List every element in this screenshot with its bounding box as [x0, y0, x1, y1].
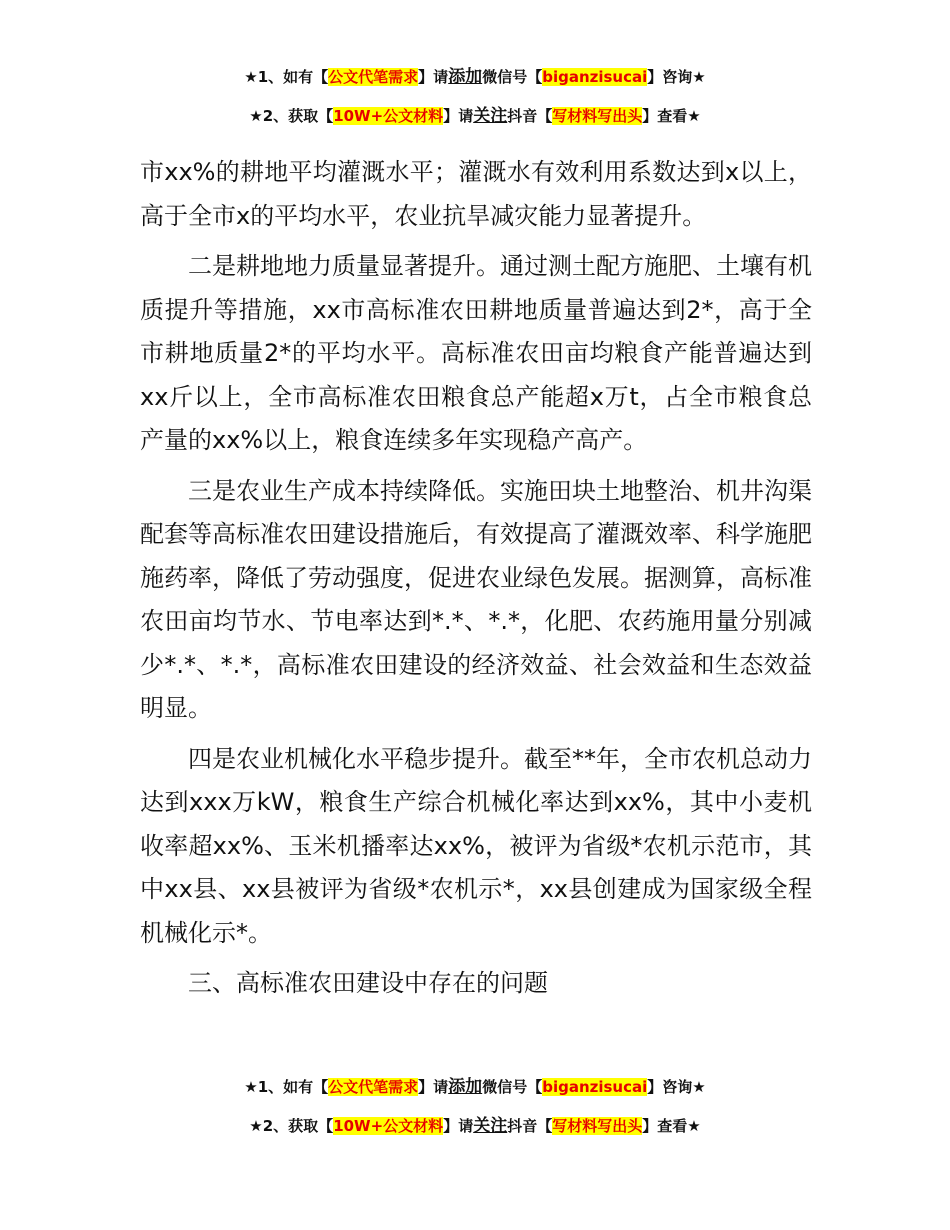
header-banner-line-1: [0, 66, 950, 88]
banner-highlight: 写材料写出头: [552, 1117, 643, 1135]
banner-text: 微信号【: [482, 1078, 543, 1096]
banner-text: 】查看★: [642, 1117, 701, 1135]
banner-highlight: 公文代笔需求: [328, 1078, 419, 1096]
banner-highlight: biganzisucai: [542, 1078, 648, 1096]
banner-underline: 关注: [473, 106, 508, 126]
banner-text: 】请: [443, 1117, 474, 1135]
section-heading-problems: 三、高标准农田建设中存在的问题: [188, 969, 548, 997]
banner-text: 抖音【: [507, 1117, 553, 1135]
banner-underline: 添加: [448, 67, 483, 87]
banner-text: 抖音【: [507, 107, 553, 125]
banner-highlight: biganzisucai: [542, 68, 648, 86]
banner-highlight: 10W+公文材料: [333, 107, 444, 125]
banner-text: 】请: [418, 1078, 449, 1096]
banner-underline: 关注: [473, 1116, 508, 1136]
banner-highlight: 公文代笔需求: [328, 68, 419, 86]
footer-banner-line-1: [0, 1076, 950, 1098]
paragraph-continuation: 市xx%的耕地平均灌溉水平；灌溉水有效利用系数达到x以上，高于全市x的平均水平，农业抗旱减灾能力显著提升。: [140, 158, 812, 230]
banner-text: ★1、如有【: [244, 68, 329, 86]
banner-text: 】查看★: [642, 107, 701, 125]
banner-underline: 添加: [448, 1077, 483, 1097]
banner-text: ★2、获取【: [249, 1117, 334, 1135]
banner-text: ★1、如有【: [244, 1078, 329, 1096]
document-body: [140, 151, 812, 1006]
banner-highlight: 10W+公文材料: [333, 1117, 444, 1135]
header-banner-line-2: [0, 105, 950, 127]
footer-banner-line-2: [0, 1115, 950, 1137]
banner-text: 】咨询★: [647, 1078, 706, 1096]
banner-text: 微信号【: [482, 68, 543, 86]
banner-text: 】请: [443, 107, 474, 125]
paragraph-production-cost: 三是农业生产成本持续降低。实施田块土地整治、机井沟渠配套等高标准农田建设措施后，有效提高了灌溉效率、科学施肥施药率，降低了劳动强度，促进农业绿色发展。据测算，高标准农田亩均节水、节电率达到*.*、*.*，化肥、农药施用量分别减少*.*、*.*，高标准农田建设的经济效益、社会效益和生态效益明显。: [140, 476, 812, 722]
banner-text: 】请: [418, 68, 449, 86]
banner-highlight: 写材料写出头: [552, 107, 643, 125]
paragraph-soil-quality: 二是耕地地力质量显著提升。通过测土配方施肥、土壤有机质提升等措施，xx市高标准农田耕地质量普遍达到2*，高于全市耕地质量2*的平均水平。高标准农田亩均粮食产能普遍达到xx斤以上，全市高标准农田粮食总产能超x万t，占全市粮食总产量的xx%以上，粮食连续多年实现稳产高产。: [140, 252, 812, 454]
banner-text: 】咨询★: [647, 68, 706, 86]
banner-text: ★2、获取【: [249, 107, 334, 125]
paragraph-mechanization: 四是农业机械化水平稳步提升。截至**年，全市农机总动力达到xxx万kW，粮食生产综合机械化率达到xx%，其中小麦机收率超xx%、玉米机播率达xx%，被评为省级*农机示范市，其中xx县、xx县被评为省级*农机示*，xx县创建成为国家级全程机械化示*。: [140, 744, 812, 947]
